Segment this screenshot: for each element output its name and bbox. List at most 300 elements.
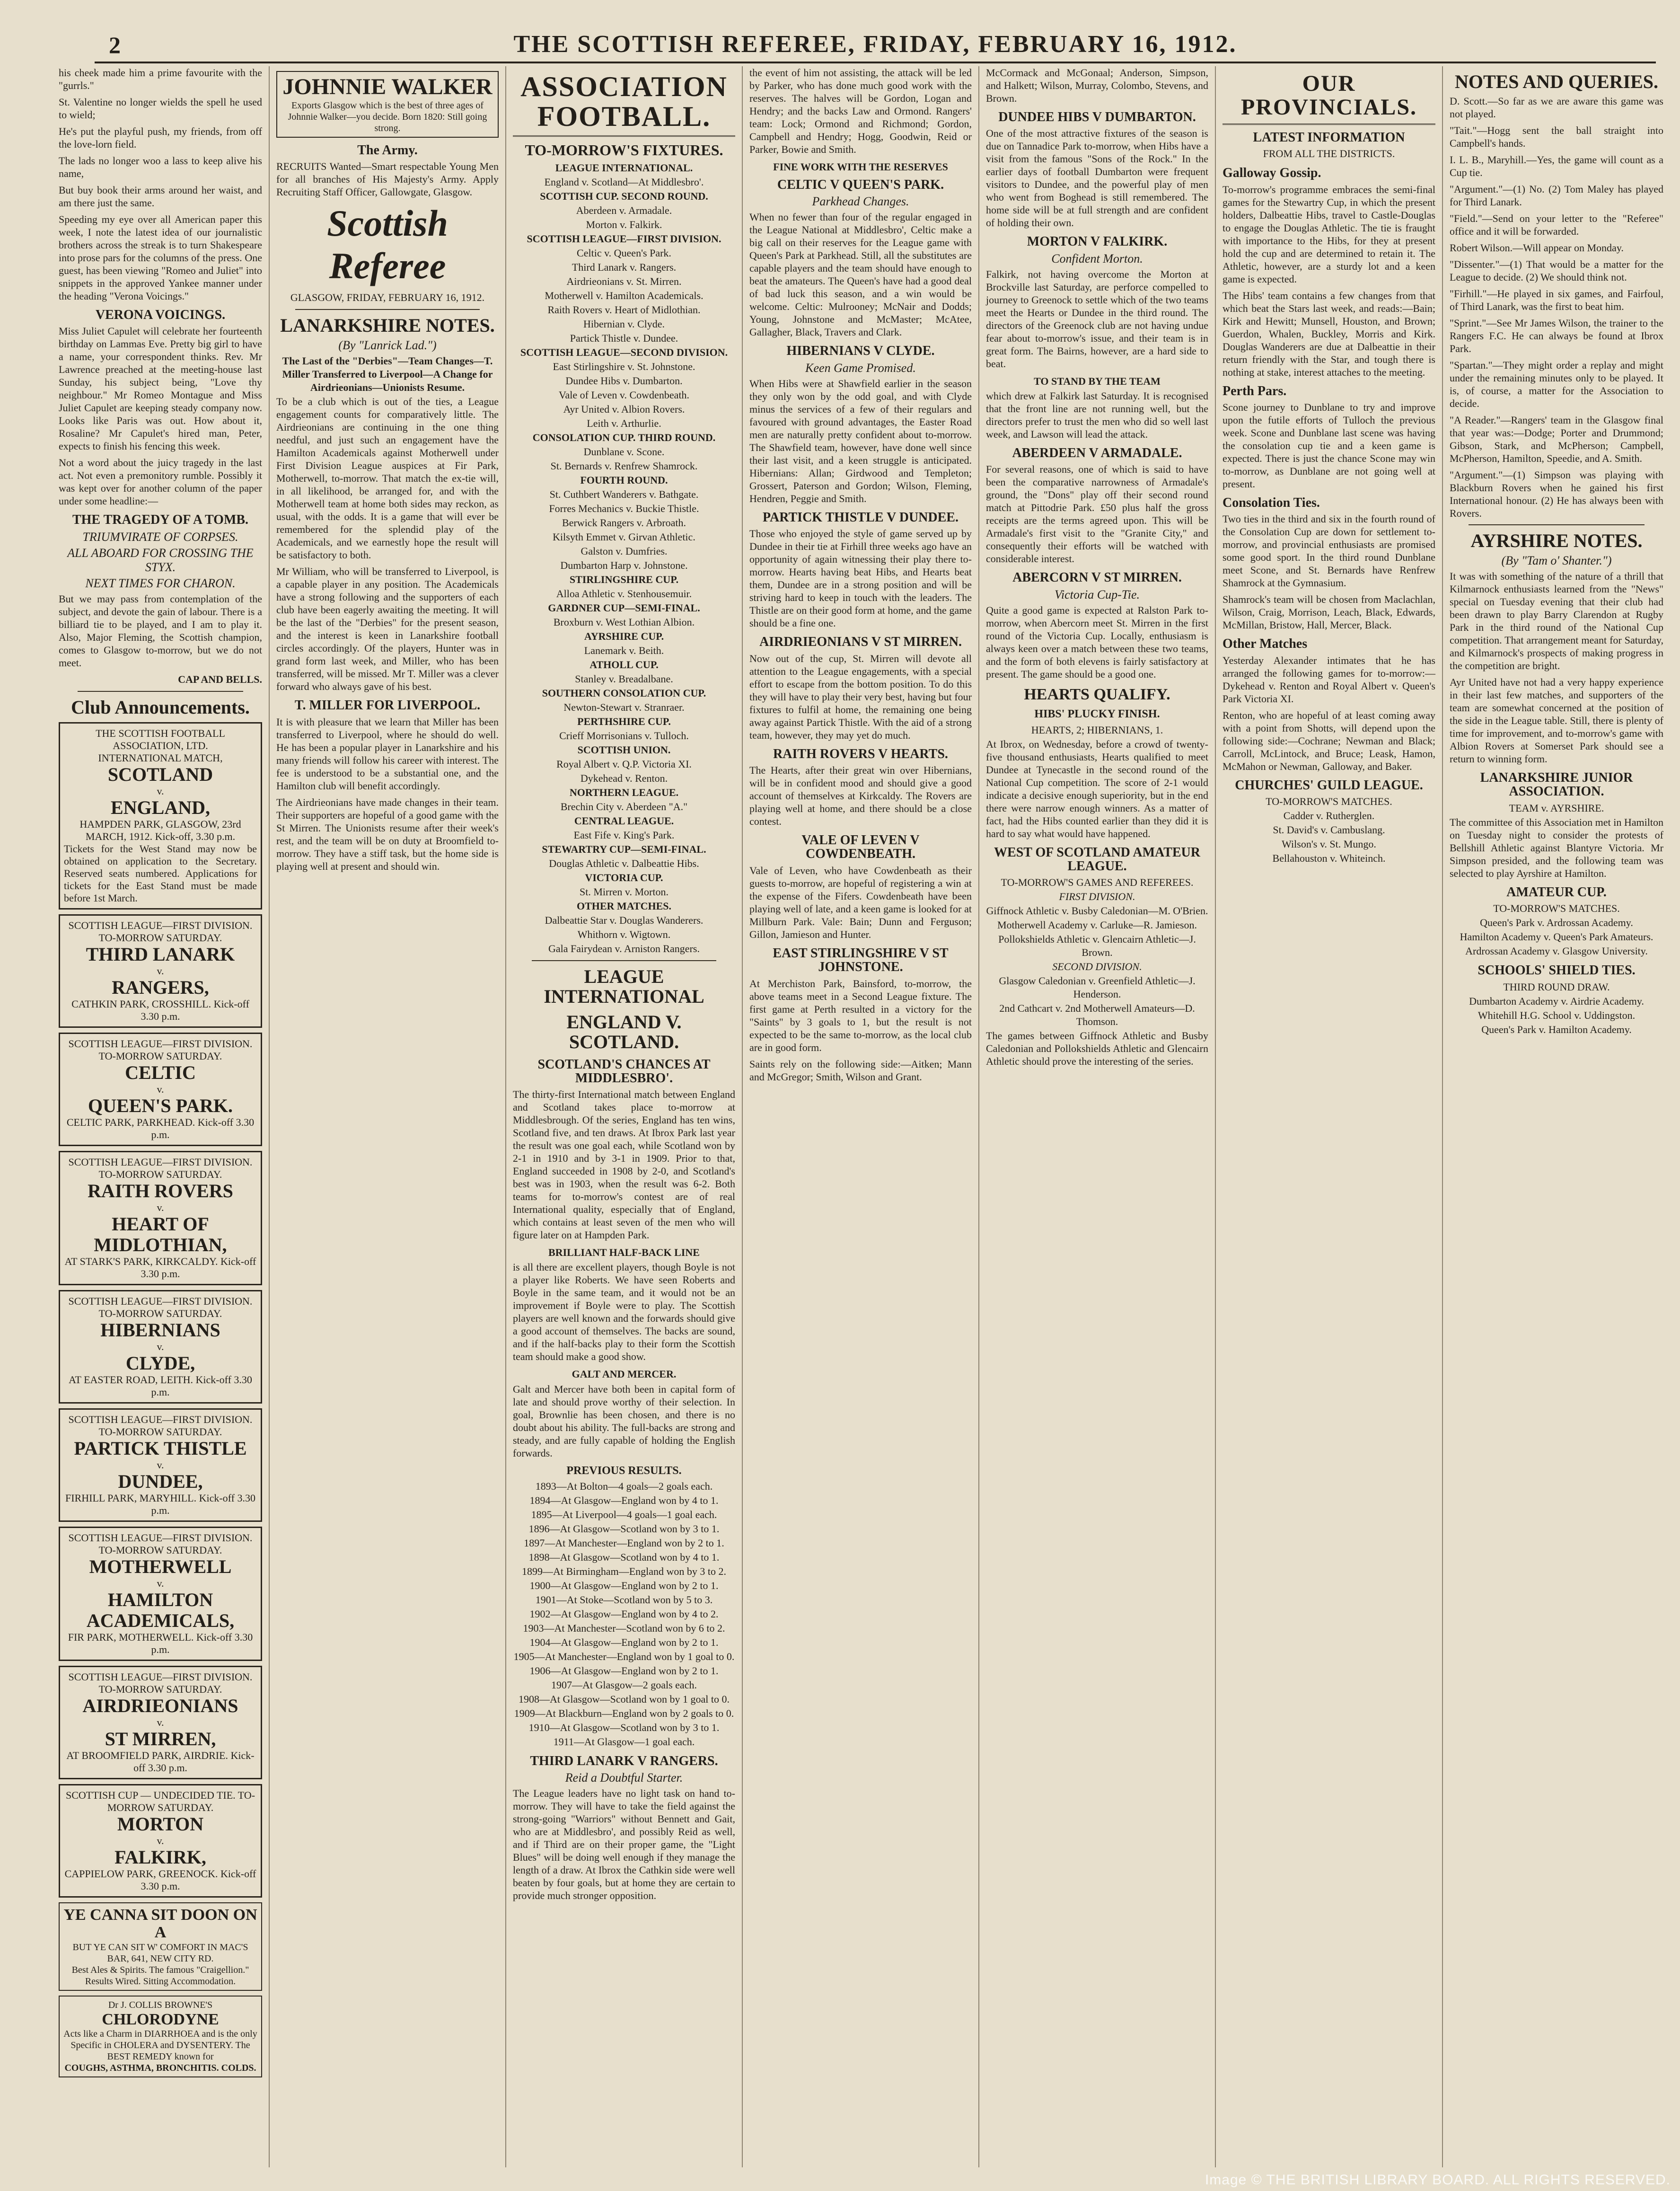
announcement-league: SCOTTISH CUP — UNDECIDED TIE. TO-MORROW SATURDAY.	[65, 1789, 255, 1813]
note-reply: I. L. B., Maryhill.—Yes, the game will count as a Cup tie.	[1450, 154, 1663, 178]
hearts-score: HEARTS, 2; HIBERNIANS, 1.	[1031, 724, 1163, 736]
shields-list	[1450, 995, 1663, 1036]
partick-heading: PARTICK THISTLE V DUNDEE.	[763, 510, 959, 525]
east-stirling-text: At Merchiston Park, Bainsford, to-morrow, the above teams meet in a Second League fixture. The first game at Perth resulted in a victory for the "Saints" by 3 goals to 1, but the result is not expected to be the same to-morrow, as the local club are in good form.	[749, 977, 972, 1053]
fixture-item: Berwick Rangers v. Arbroath.	[562, 516, 686, 529]
partick-text: Those who enjoyed the style of game served up by Dundee in their tie at Firhill three weeks ago have an opportunity of again witnessing their play there to-morrow. Hearts having beat Hibs, and Hearts beat them, Dundee are in a strong position and will be striving hard to keep in touch with the leaders. The Thistle are on their good form at home, and the game should be a fine one.	[749, 528, 972, 629]
result-row: 1897—At Manchester—England won by 2 to 1.	[524, 1537, 724, 1549]
intl-venue: HAMPDEN PARK, GLASGOW, 23rd MARCH, 1912. Kick-off, 3.30 p.m.	[79, 818, 241, 842]
result-row: 1909—At Blackburn—England won by 2 goals to 0.	[514, 1707, 734, 1719]
divider	[295, 309, 480, 310]
note-text: Not a word about the juicy tragedy in the last act. Not even a premonitory rumble. Possibly it was kept over for another column of the paper under some headline:—	[59, 457, 262, 507]
results-heading: PREVIOUS RESULTS.	[566, 1464, 682, 1477]
fixture-group	[513, 346, 735, 430]
lanarkshire-text2: Mr William, who will be transferred to Liverpool, is a capable player in any position. The Academicals have a strong following and the supporters of each club have been eagerly awaiting the meeting. It will be the last of the "Derbies" for the present season, and the interest is keen in Lanarkshire football circles accordingly. Of the players, Hunter was in grand form last week, and Miller, who has been transferred, will be missed. Mr T. Miller was a clever forward who always gave of his best.	[276, 565, 499, 693]
result-row: 1911—At Glasgow—1 goal each.	[553, 1735, 695, 1748]
intl-text: Tickets for the West Stand may now be obtained on application to the Secretary. Reserved seats numbered. Applications for tickets for the East Stand must be made before 1st March.	[64, 842, 257, 904]
club-announcement	[59, 1033, 262, 1146]
schools-shield-heading: SCHOOLS' SHIELD TIES.	[1478, 963, 1636, 978]
amateur-cup-sub: TO-MORROW'S MATCHES.	[1493, 902, 1620, 915]
fixture-item: Brechin City v. Aberdeen "A."	[560, 800, 688, 813]
fixture-group	[513, 843, 735, 870]
churches-sub: TO-MORROW'S MATCHES.	[1266, 795, 1392, 808]
poem-lines	[59, 66, 262, 302]
fixture-group	[513, 431, 735, 473]
result-row: 1910—At Glasgow—Scotland won by 3 to 1.	[528, 1721, 720, 1733]
consolation-text2: Shamrock's team will be chosen from Maclachlan, Wilson, Craig, Morrison, Leach, Black, Edwards, McMillan, Bristow, Hall, Mercer, Black.	[1223, 593, 1435, 631]
page-number: 2	[109, 32, 121, 58]
scottish-referee-logo: Scottish Referee	[327, 203, 448, 287]
third-lanark-text: The League leaders have no light task on hand to-morrow. They will have to take the field against the strong-going "Warriors" without Bennett and Gait, who are at Middlesbro', and possibly Reid as well, and if Third are on their proper game, the "Light Blues" will be doing well enough if they manage the length of a draw. At Ibrox the Cathkin side were well beaten by four goals, but at home they are certain to provide much stronger opposition.	[513, 1787, 735, 1902]
fixture-group	[513, 474, 735, 572]
column-3	[506, 66, 743, 2167]
fixture-item: Kilsyth Emmet v. Girvan Athletic.	[553, 530, 695, 543]
west-game: Pollokshields Athletic v. Glencairn Athletic—J. Brown.	[998, 933, 1196, 959]
fixture-group-title: AYRSHIRE CUP.	[584, 630, 664, 642]
church-match: Cadder v. Rutherglen.	[1283, 810, 1375, 822]
announcement-detail: CELTIC PARK, PARKHEAD. Kick-off 3.30 p.m.	[66, 1116, 255, 1140]
poem-line: He's put the playful push, my friends, from off the love-lorn field.	[59, 125, 262, 150]
fixture-item: Dundee Hibs v. Dumbarton.	[565, 374, 683, 387]
result-row: 1896—At Glasgow—Scotland won by 3 to 1.	[528, 1522, 720, 1535]
walker-text: Exports Glasgow which is the best of three ages of Johnnie Walker—you decide. Born 1820: Still going strong.	[288, 100, 487, 133]
columns	[52, 66, 1670, 2167]
fixture-group-title: VICTORIA CUP.	[585, 871, 663, 883]
result-row: 1901—At Stoke—Scotland won by 5 to 3.	[535, 1593, 713, 1606]
saints-text: Saints rely on the following side:—Aitken; Mann and McGregor; Smith, Wilson and Grant.	[749, 1058, 972, 1083]
third-lanark-sub: Reid a Doubtful Starter.	[565, 1771, 683, 1785]
note-reply: "Field."—Send on your letter to the "Referee" office and it will be forwarded.	[1450, 212, 1663, 237]
morton-sub: Confident Morton.	[1051, 251, 1143, 265]
galloway-text: To-morrow's programme embraces the semi-final games for the Stewartry Cup, in which the present holders, Dalbeattie Hibs, travel to Castle-Douglas to engage the Douglas Athletic. The tie is fraught with importance to the Hibs, for they at present hold the cup and are determined to retain it. The Athletic, however, are a sturdy lot and a keen game is expected.	[1223, 183, 1435, 285]
tragedy-sub: TRIUMVIRATE OF CORPSES.	[82, 530, 238, 544]
fixture-item: Aberdeen v. Armadale.	[576, 204, 672, 216]
announcement-v: v.	[157, 964, 164, 977]
galloway-heading: Galloway Gossip.	[1223, 166, 1321, 181]
notes-list	[1450, 95, 1663, 520]
tragedy-heading: THE TRAGEDY OF A TOMB.	[72, 512, 249, 528]
mac-mid: BUT YE CAN SIT W' COMFORT IN MAC'S BAR, 641, NEW CITY RD.	[72, 1942, 248, 1964]
lanarkshire-byline: (By "Lanrick Lad.")	[338, 338, 437, 353]
abercorn-text: Quite a good game is expected at Ralston Park to-morrow, when Abercorn meet St. Mirren in the first round of the Victoria Cup. Locally, enthusiasm is always keen over a match between these two teams, and the form of both elevens is fairly satisfactory at present. The game should be a good one.	[986, 604, 1208, 680]
junior-heading: LANARKSHIRE JUNIOR ASSOCIATION.	[1480, 770, 1633, 799]
poem-line: his cheek made him a prime favourite with the "gurrls."	[59, 67, 262, 91]
fixture-group-title: GARDNER CUP—SEMI-FINAL.	[548, 601, 700, 614]
junior-text: The committee of this Association met in Hamilton on Tuesday night to consider the protests of Bellshill Athletic against Blantyre Victoria. Mr Simpson presided, and the following team was selected to play Ayrshire at Hamilton.	[1450, 816, 1663, 879]
chances-heading: SCOTLAND'S CHANCES AT MIDDLESBRO'.	[537, 1057, 711, 1086]
announcement-away: ST MIRREN,	[105, 1728, 216, 1749]
divider	[532, 960, 716, 961]
churches-heading: CHURCHES' GUILD LEAGUE.	[1235, 777, 1423, 793]
assoc-name: THE SCOTTISH FOOTBALL ASSOCIATION, LTD.	[96, 727, 225, 751]
result-row: 1902—At Glasgow—England won by 4 to 2.	[529, 1608, 719, 1620]
hearts-text: At Ibrox, on Wednesday, before a crowd of twenty-five thousand enthusiasts, Hearts qualified to meet Dundee at Tynecastle in the second round of the National Cup competition. The score of 2-1 would indicate a decisive enough superiority, but in the end there were narrow enough winners. As a matter of fact, had the Hibs counted earlier than they did it is hard to say what would have happened.	[986, 738, 1208, 839]
note-reply: "A Reader."—Rangers' team in the Glasgow final that year was:—Dodge; Porter and Drummond; Gibson, Stark, and McPherson; Campbell, McPherson, Hamilton, Speedie, and A. Smith.	[1450, 414, 1663, 464]
divider	[1469, 524, 1645, 525]
west-games-1	[986, 904, 1208, 959]
west-games-2	[986, 974, 1208, 1028]
work-heading: FINE WORK WITH THE RESERVES	[773, 161, 948, 173]
west-game: Giffnock Athletic v. Busby Caledonian—M. O'Brien.	[986, 905, 1208, 917]
fixture-group	[513, 190, 735, 231]
mac-bar-ad	[59, 1902, 262, 1991]
announcement-league: SCOTTISH LEAGUE—FIRST DIVISION. TO-MORROW SATURDAY.	[68, 1156, 253, 1180]
miller-heading: T. MILLER FOR LIVERPOOL.	[294, 698, 481, 713]
fixture-item: Leith v. Arthurlie.	[587, 417, 661, 429]
announcement-home: CELTIC	[125, 1061, 196, 1083]
fixture-group	[513, 871, 735, 899]
notes-queries-heading: NOTES AND QUERIES.	[1454, 71, 1659, 92]
league-intl-heading: LEAGUE INTERNATIONAL	[544, 965, 704, 1007]
airdrie-heading: AIRDRIEONIANS V ST MIRREN.	[759, 635, 962, 650]
ayrshire-byline: (By "Tam o' Shanter.")	[1501, 554, 1612, 567]
column-2	[270, 66, 506, 2167]
fixture-item: Dalbeattie Star v. Douglas Wanderers.	[545, 914, 704, 926]
fixture-group-title: STIRLINGSHIRE CUP.	[569, 573, 679, 585]
west-amateur-heading: WEST OF SCOTLAND AMATEUR LEAGUE.	[994, 845, 1200, 874]
club-announcement	[59, 1408, 262, 1522]
brilliant-heading: BRILLIANT HALF-BACK LINE	[548, 1246, 700, 1259]
west-div2: SECOND DIVISION.	[1052, 961, 1142, 973]
stand-heading: TO STAND BY THE TEAM	[1034, 375, 1161, 387]
announcement-v: v.	[157, 1458, 164, 1471]
note-reply: Robert Wilson.—Will appear on Monday.	[1450, 242, 1624, 254]
shield-tie: Dumbarton Academy v. Airdrie Academy.	[1469, 995, 1644, 1007]
note-reply: "Dissenter."—(1) That would be a matter for the League to decide. (2) We should think not.	[1450, 258, 1663, 283]
fixture-item: Forres Mechanics v. Buckie Thistle.	[549, 502, 699, 514]
fixture-item: Dykehead v. Renton.	[580, 772, 668, 784]
west-game: Glasgow Caledonian v. Greenfield Athletic—J. Henderson.	[999, 975, 1196, 1000]
masthead	[95, 28, 1656, 63]
hearts-sub: HIBS' PLUCKY FINISH.	[1034, 708, 1160, 721]
note-reply: "Argument."—(1) Simpson was playing with Blackburn Rovers when he gained his first International honour. (2) He has always been with Rovers.	[1450, 469, 1663, 519]
latest-heading: LATEST INFORMATION	[1253, 130, 1405, 145]
announcement-home: RAITH ROVERS	[88, 1180, 233, 1202]
fixture-item: Stanley v. Breadalbane.	[575, 672, 673, 685]
result-row: 1904—At Glasgow—England won by 2 to 1.	[529, 1636, 719, 1648]
galt-text: Galt and Mercer have both been in capital form of late and should prove worthy of their selection. In goal, Brownlie has been chosen, and there is no doubt about his ability. The full-backs are strong and steady, and are fully capable of holding the English forwards.	[513, 1383, 735, 1459]
fixture-item: Royal Albert v. Q.P. Victoria XI.	[556, 758, 692, 770]
fixture-item: Ayr United v. Albion Rovers.	[563, 403, 685, 415]
tragedy-sub3: NEXT TIMES FOR CHARON.	[85, 576, 236, 590]
raith-heading: RAITH ROVERS V HEARTS.	[773, 746, 948, 761]
club-announcements-heading: Club Announcements.	[71, 696, 250, 718]
fixture-group	[513, 687, 735, 714]
fixture-item: Galston v. Dumfries.	[581, 545, 668, 557]
club-announcement	[59, 1666, 262, 1779]
chances-text: The thirty-first International match between England and Scotland takes place to-morrow at Middlesbrough. Of the series, England has ten wins, Scotland five, and ten draws. At Ibrox Park last year the result was one goal each, while Scotland won by 2-1 in 1910 and by 3-1 in 1909. Prior to that, England succeeded in 1908 by 2-0, and Scotland's best was in 1903, when the result was 6-2. Both teams for to-morrow's contest are of real International quality, especially that of England, which contains at least seven of the men who will figure later on at Hampden Park.	[513, 1088, 735, 1241]
dateline: GLASGOW, FRIDAY, FEBRUARY 16, 1912.	[290, 292, 485, 304]
fixture-group-title: STEWARTRY CUP—SEMI-FINAL.	[542, 843, 706, 855]
ayrshire-text2: Ayr United have not had a very happy experience in their last few matches, and supporters of the team are somewhat concerned at the position of the side in the League table. Still, there is plenty of time for improvement, and to-morrow's game with Albion Rovers at Somerset Park should see a return to winning form.	[1450, 676, 1663, 765]
column-1	[52, 66, 270, 2167]
closing-text: But we may pass from contemplation of the subject, and devote the gain of labour. There is a billiard tie to be played, and I am to play it. Also, Major Fleming, the Scottish champion, comes to Glasgow to-morrow, but we do not meet.	[59, 592, 262, 669]
note-reply: "Firhill."—He played in six games, and Fairfoul, of Third Lanark, was the first to beat him.	[1450, 288, 1663, 312]
result-row: 1894—At Glasgow—England won by 4 to 1.	[529, 1494, 719, 1506]
fixture-item: Third Lanark v. Rangers.	[572, 261, 677, 273]
schools-shield-sub: THIRD ROUND DRAW.	[1503, 981, 1610, 993]
fixture-item: Motherwell v. Hamilton Academicals.	[545, 289, 704, 301]
fixture-item: Vale of Leven v. Cowdenbeath.	[559, 389, 689, 401]
mac-bottom: Best Ales & Spirits. The famous "Craigellion." Results Wired. Sitting Accommodation.	[71, 1964, 249, 1987]
hibs-heading: HIBERNIANS V CLYDE.	[786, 344, 935, 359]
perth-text: Scone journey to Dunblane to try and improve upon the futile efforts of Tulloch the previous week. Scone and Dunblane last scene was having the consolation cup tie and a keen game is expected. There is just the chance Scone may win to-morrow, as Dunblane are not going well at present.	[1223, 401, 1435, 490]
club-announcement	[59, 1784, 262, 1898]
intro-text: the event of him not assisting, the attack will be led by Parker, who has done much good work with the reserves. The halves will be Gordon, Logan and Hendry; and the backs Law and Ormond. Rangers' team: Lock; Ormond and Richmond; Gordon, Campbell and Hendry; Hogg, Goodwin, Reid or Parker, Bowie and Smith.	[749, 67, 972, 155]
raith-text: The Hearts, after their great win over Hibernians, will be in confident mood and should give a good account of themselves at Kirkcaldy. The Rovers are playing well at home, and there should be a close contest.	[749, 764, 972, 828]
chlorodyne-ad	[59, 1996, 262, 2077]
fixture-item: Hibernian v. Clyde.	[583, 318, 665, 330]
result-row: 1893—At Bolton—4 goals—2 goals each.	[535, 1480, 713, 1492]
poem-line: Speeding my eye over all American paper this week, I note the latest idea of our journalistic brothers across the streak is to turn Shakespeare into prose pars for the columns of the press. One guest, has been viewing "Romeo and Juliet" into snippets in the approved Yankee manner under the heading "Verona Voicings."	[59, 213, 262, 302]
fixture-item: Newton-Stewart v. Stranraer.	[563, 701, 685, 713]
announcement-v: v.	[157, 1834, 164, 1846]
announcement-detail: CAPPIELOW PARK, GREENOCK. Kick-off 3.30 p.m.	[64, 1867, 256, 1892]
club-announcement	[59, 1527, 262, 1661]
fixtures-heading: TO-MORROW'S FIXTURES.	[525, 141, 723, 159]
vale-text: Vale of Leven, who have Cowdenbeath as their guests to-morrow, are hopeful of registering a win at the expense of the Fifers. Cowdenbeath have been playing well of late, and a keen game is looked for at Millburn Park. Vale: Bain; Dunn and Ferguson; Gillon, Jamieson and Hunter.	[749, 864, 972, 940]
third-lanark-heading: THIRD LANARK V RANGERS.	[530, 1753, 718, 1768]
result-row: 1905—At Manchester—England won by 1 goal to 0.	[513, 1650, 735, 1662]
fixture-group	[513, 232, 735, 345]
club-announcement	[59, 914, 262, 1028]
fixture-group-title: OTHER MATCHES.	[576, 900, 672, 912]
fixture-item: Lanemark v. Beith.	[584, 644, 664, 656]
newspaper-title: THE SCOTTISH REFEREE, FRIDAY, FEBRUARY 16, 1912.	[513, 31, 1237, 58]
fixture-group	[513, 900, 735, 955]
intl-announcement	[59, 722, 262, 910]
fixture-item: Raith Rovers v. Heart of Midlothian.	[547, 303, 701, 316]
tragedy-sub2: ALL ABOARD FOR CROSSING THE STYX.	[67, 546, 254, 574]
intl-v: v.	[157, 785, 164, 797]
celtic-heading: CELTIC V QUEEN'S PARK.	[777, 177, 944, 193]
announcement-detail: FIRHILL PARK, MARYHILL. Kick-off 3.30 p.m.	[65, 1492, 255, 1516]
note-reply: "Spartan."—They might order a replay and might under the remaining minutes only to be played. It is, of course, a matter for the Association to decide.	[1450, 359, 1663, 409]
fixture-group-title: SCOTTISH LEAGUE—SECOND DIVISION.	[520, 346, 728, 358]
result-row: 1908—At Glasgow—Scotland won by 1 goal to 0.	[518, 1693, 730, 1705]
announcement-home: HIBERNIANS	[100, 1319, 220, 1341]
fixture-group-title: SCOTTISH LEAGUE—FIRST DIVISION.	[527, 232, 721, 245]
amateur-cup-heading: AMATEUR CUP.	[1506, 884, 1607, 900]
fixture-item: Crieff Morrisonians v. Tulloch.	[559, 729, 689, 742]
result-row: 1903—At Manchester—Scotland won by 6 to 2.	[523, 1622, 725, 1634]
abercorn-sub: Victoria Cup-Tie.	[1054, 587, 1140, 601]
fixture-item: Gala Fairydean v. Arniston Rangers.	[548, 942, 700, 954]
fixture-group-title: PERTHSHIRE CUP.	[577, 715, 671, 727]
fixture-group-title: CONSOLATION CUP. THIRD ROUND.	[532, 431, 716, 443]
other-text2: Renton, who are hopeful of at least coming away with a point from Shotts, will depend upon the following side:—Cochrane; Newman and Black; Carroll, McLintock, and Bruce; Leask, Hamon, McMahon or Newman, Galloway, and Baker.	[1223, 709, 1435, 772]
fixture-group-title: LEAGUE INTERNATIONAL.	[555, 161, 693, 174]
fixture-group-title: SCOTTISH UNION.	[577, 743, 671, 756]
column-7	[1443, 66, 1670, 2167]
announcement-home: AIRDRIEONIANS	[82, 1695, 238, 1716]
watermark: Image © THE BRITISH LIBRARY BOARD. ALL RIGHTS RESERVED.	[1205, 2172, 1671, 2188]
announcement-away: DUNDEE,	[118, 1470, 203, 1492]
fixture-group-title: NORTHERN LEAGUE.	[569, 786, 679, 798]
fixture-item: East Fife v. King's Park.	[573, 829, 675, 841]
other-text: Yesterday Alexander intimates that he has arranged the following games for to-morrow:—Dykehead v. Renton and Royal Albert v. Queen's Park Victoria XI.	[1223, 654, 1435, 705]
ayrshire-heading: AYRSHIRE NOTES.	[1470, 530, 1643, 551]
fixture-item: Morton v. Falkirk.	[586, 218, 662, 230]
fixture-item: Partick Thistle v. Dundee.	[570, 332, 678, 344]
announcements	[59, 914, 262, 1898]
eng-scot-heading: ENGLAND V. SCOTLAND.	[566, 1011, 682, 1052]
announcement-away: RANGERS,	[112, 976, 209, 998]
fixture-item: Celtic v. Queen's Park.	[577, 247, 671, 259]
west-sub: TO-MORROW'S GAMES AND REFEREES.	[1001, 876, 1194, 889]
vale-heading: VALE OF LEVEN V COWDENBEATH.	[801, 833, 920, 862]
provincials-heading: OUR PROVINCIALS.	[1223, 72, 1435, 125]
result-row: 1900—At Glasgow—England won by 2 to 1.	[529, 1579, 719, 1591]
announcement-detail: AT STARK'S PARK, KIRKCALDY. Kick-off 3.30 p.m.	[64, 1255, 256, 1280]
club-announcement	[59, 1290, 262, 1404]
ayrshire-text: It was with something of the nature of a thrill that Kilmarnock enthusiasts learned from the "News" special on Tuesday evening that their club had been drawn to play Barry Clarendon at Rugby Park in the third round of the National Cup competition. That arrangement meant for Saturday, and Kilmarnock's prospects of making progress in the competition are bright.	[1450, 570, 1663, 671]
celtic-text: When no fewer than four of the regular engaged in the League National at Middlesbro', Celtic make a big call on their reserves for the League game with Queen's Park at Parkhead. Still, all the substitutes are capable players and the team should have enough to beat the amateurs. The Queen's have had a good deal of bad luck this season, and a win would be welcome. Celtic: Mulrooney; McNair and Dodds; Young, Johnstone and McMaster; McAtee, Gallagher, Black, Travers and Clark.	[749, 211, 972, 338]
dundee-hibs-heading: DUNDEE HIBS V DUMBARTON.	[998, 110, 1196, 124]
church-match: Wilson's v. St. Mungo.	[1282, 838, 1376, 850]
announcement-home: MOTHERWELL	[89, 1555, 232, 1577]
collis-bottom: COUGHS, ASTHMA, BRONCHITIS. COLDS.	[64, 2062, 256, 2073]
collis-text: Acts like a Charm in DIARRHOEA and is the only Specific in CHOLERA and DYSENTERY. The BEST REMEDY known for	[63, 2028, 257, 2062]
fixture-item: Douglas Athletic v. Dalbeattie Hibs.	[549, 857, 699, 869]
fixture-group-title: SOUTHERN CONSOLATION CUP.	[542, 687, 706, 699]
intl-england: ENGLAND,	[110, 796, 211, 818]
fixture-item: Broxburn v. West Lothian Albion.	[553, 616, 695, 628]
fixture-group-title: CENTRAL LEAGUE.	[574, 814, 674, 827]
churches-list	[1223, 809, 1435, 865]
fixture-group	[513, 601, 735, 629]
shield-tie: Whitehill H.G. School v. Uddingston.	[1478, 1009, 1636, 1021]
announcement-league: SCOTTISH LEAGUE—FIRST DIVISION. TO-MORROW SATURDAY.	[68, 1037, 253, 1062]
lanarkshire-subhead: The Last of the "Derbies"—Team Changes—T. Miller Transferred to Liverpool—A Change for Airdrieonians—Unionists Resume.	[282, 355, 493, 394]
army-text: RECRUITS Wanted—Smart respectable Young Men for all branches of His Majesty's Army. Apply Recruiting Staff Officer, Gallowgate, Glasgow.	[276, 160, 499, 198]
abercorn-heading: ABERCORN V ST MIRREN.	[1012, 570, 1182, 585]
fixture-group	[513, 743, 735, 785]
announcement-detail: AT EASTER ROAD, LEITH. Kick-off 3.30 p.m.	[69, 1373, 252, 1398]
amateur-list	[1450, 916, 1663, 958]
fixture-group-title: FOURTH ROUND.	[580, 474, 668, 486]
dundee-hibs-text: One of the most attractive fixtures of the season is due on Tannadice Park to-morrow, when Hibs have a visit from the famous "Sons of the Rock." In the earlier days of football Dumbarton were frequent visitors to Dundee, and the powerful play of men who went from Boghead is still remembered. The home side will be at full strength and are confident of holding their own.	[986, 127, 1208, 229]
announcement-away: QUEEN'S PARK.	[88, 1095, 233, 1116]
announcement-v: v.	[157, 1340, 164, 1352]
aberdeen-text: For several reasons, one of which is said to have been the comparative narrowness of Armadale's ground, the "Dons" play off their second round match at Pittodrie Park. £50 plus half the gross receipts are the terms agreed upon. This will be Armadale's first visit to the "Granite City," and consequently their efforts will be watched with considerable interest.	[986, 463, 1208, 565]
intl-head: INTERNATIONAL MATCH,	[98, 751, 223, 764]
verona-text: Miss Juliet Capulet will celebrate her fourteenth birthday on Lammas Eve. Pretty big girl to have a name, your correspondent thinks. Rev. Mr Lawrence preached at the meeting-house last Sunday, his subject being, "Love thy neighbour." Mr Romeo Montague and Miss Juliet Capulet are keeping steady company now. Looks like Paris was out. How about it, Rosaline? Mr Capulet's hired man, Peter, expects to finish his fencing this week.	[59, 325, 262, 452]
latest-sub: FROM ALL THE DISTRICTS.	[1263, 148, 1395, 160]
result-row: 1895—At Liverpool—4 goals—1 goal each.	[531, 1508, 717, 1520]
lanarkshire-heading: LANARKSHIRE NOTES.	[280, 315, 495, 336]
amateur-match: Hamilton Academy v. Queen's Park Amateurs.	[1460, 931, 1654, 943]
church-match: St. David's v. Cambuslang.	[1273, 824, 1385, 836]
announcement-v: v.	[157, 1716, 164, 1728]
note-reply: D. Scott.—So far as we are aware this game was not played.	[1450, 95, 1663, 120]
poem-line: The lads no longer woo a lass to keep alive his name,	[59, 155, 262, 179]
fixture-group-title: SCOTTISH CUP. SECOND ROUND.	[540, 190, 708, 202]
result-row: 1906—At Glasgow—England won by 2 to 1.	[529, 1664, 719, 1677]
fixture-item: Alloa Athletic v. Stenhousemuir.	[556, 587, 692, 600]
fixture-item: Dunblane v. Scone.	[583, 445, 665, 458]
announcement-v: v.	[157, 1577, 164, 1589]
announcement-v: v.	[157, 1201, 164, 1213]
west-note: The games between Giffnock Athletic and Busby Caledonian and Pollokshields Athletic and Glencairn Athletic should prove the interesting of the series.	[986, 1030, 1208, 1068]
announcement-away: HEART OF MIDLOTHIAN,	[94, 1213, 227, 1255]
intl-scotland: SCOTLAND	[107, 763, 213, 785]
result-row: 1907—At Glasgow—2 goals each.	[551, 1679, 697, 1691]
miller-text: It is with pleasure that we learn that Miller has been transferred to Liverpool, where he should do well. He has been a popular player in Lanarkshire and his many friends will follow his career with interest. The fee is understood to be a substantial one, and the Hamilton club will benefit accordingly.	[276, 716, 499, 792]
fixture-item: Airdrieonians v. St. Mirren.	[566, 275, 682, 287]
brilliant-text: is all there are excellent players, though Boyle is not a player like Roberts. We have seen Roberts and Boyle in the same team, and it would not be an improvement if Boyle were to play. The Scottish players are well known and the forwards should give a good account of themselves. The backs are sound, and if the half-backs play to their form the Scottish team should make a good show.	[513, 1261, 735, 1363]
note-reply: "Argument."—(1) No. (2) Tom Maley has played for Third Lanark.	[1450, 183, 1663, 208]
divider	[78, 691, 243, 692]
announcement-league: SCOTTISH LEAGUE—FIRST DIVISION. TO-MORROW SATURDAY.	[68, 1413, 253, 1438]
fixture-group-title: ATHOLL CUP.	[589, 658, 659, 671]
association-football-heading: ASSOCIATION FOOTBALL.	[513, 72, 735, 137]
west-div1: FIRST DIVISION.	[1059, 891, 1135, 903]
column-6	[1216, 66, 1443, 2167]
church-match: Bellahouston v. Whiteinch.	[1272, 852, 1386, 865]
fixture-group	[513, 658, 735, 686]
poem-line: St. Valentine no longer wields the spell he used to wield;	[59, 96, 262, 121]
fixture-group	[513, 573, 735, 601]
consolation-text: Two ties in the third and six in the fourth round of the Consolation Cup are down for settlement to-morrow, and provincial enthusiasts are promised some good sport. In the third round Dunblane meet Scone, and St. Bernards have Renfrew Shamrock at the Gymnasium.	[1223, 513, 1435, 589]
announcement-detail: AT BROOMFIELD PARK, AIRDRIE. Kick-off 3.30 p.m.	[66, 1749, 255, 1774]
fixture-group	[513, 630, 735, 657]
poem-line: But buy book their arms around her waist, and am there just the same.	[59, 184, 262, 209]
announcement-home: THIRD LANARK	[86, 943, 235, 965]
results-list	[513, 1480, 735, 1749]
hibs-sub: Keen Game Promised.	[805, 361, 916, 375]
galloway-text2: The Hibs' team contains a few changes from that which beat the Stars last week, and reads:—Bain; Kirk and Hewitt; Munsell, Houston, and Brown; Guerdon, Whalen, Buckley, Morris and Kirk. Douglas Wanderers are due at Dalbeattie in their return friendly with the Star, and tough there is nothing at stake, interest attaches to the meeting.	[1223, 289, 1435, 378]
announcement-away: HAMILTON ACADEMICALS,	[86, 1589, 235, 1631]
signature: CAP AND BELLS.	[178, 673, 262, 685]
fixture-groups	[513, 161, 735, 955]
announcement-home: MORTON	[117, 1813, 204, 1835]
announcement-v: v.	[157, 1083, 164, 1095]
fixture-group	[513, 786, 735, 813]
morton-text: Falkirk, not having overcome the Morton at Brockville last Saturday, are perforce compelled to journey to Greenock to settle which of the two teams meet the Hearts or Dundee in the third round. The directors of the Greenock club are not having undue fear about to-morrow's issue, and their team is in great form. The Bairns, however, are a hard side to beat.	[986, 268, 1208, 370]
fixture-item: St. Bernards v. Renfrew Shamrock.	[550, 459, 698, 472]
airdrie-text: Now out of the cup, St. Mirren will devote all attention to the League engagements, with a special effort to escape from the bottom position. To do this they will have to play their very best, having but four fixtures to fulfil at home, the remaining one being away against Partick Thistle. With the aid of a strong team, however, they may yet do much.	[749, 652, 972, 741]
aberdeen-heading: ABERDEEN V ARMADALE.	[1012, 445, 1182, 460]
announcement-league: SCOTTISH LEAGUE—FIRST DIVISION. TO-MORROW SATURDAY.	[68, 1670, 253, 1695]
announcement-detail: CATHKIN PARK, CROSSHILL. Kick-off 3.30 p.m.	[71, 998, 249, 1022]
hearts-heading: HEARTS QUALIFY.	[1024, 685, 1170, 703]
galt-heading: GALT AND MERCER.	[572, 1368, 677, 1380]
lead-text: McCormack and McGonaal; Anderson, Simpson, and Halkett; Wilson, Murray, Colombo, Stevens, and Brown.	[986, 67, 1208, 104]
amateur-match: Queen's Park v. Ardrossan Academy.	[1480, 917, 1633, 929]
other-heading: Other Matches	[1223, 636, 1308, 652]
morton-heading: MORTON V FALKIRK.	[1027, 234, 1168, 249]
army-heading: The Army.	[357, 142, 418, 158]
fixture-group	[513, 715, 735, 742]
perth-heading: Perth Pars.	[1223, 383, 1287, 398]
miller-text2: The Airdrieonians have made changes in their team. Their supporters are hopeful of a good game with the St Mirren. The Unionists resume after their week's rest, and the team will be on duty at Broomfield to-morrow. They have a stiff task, but the home side is playing well at present and should win.	[276, 796, 499, 872]
west-game: Motherwell Academy v. Carluke—R. Jamieson.	[997, 919, 1197, 931]
announcement-league: SCOTTISH LEAGUE—FIRST DIVISION. TO-MORROW SATURDAY.	[68, 1531, 253, 1556]
west-game: 2nd Cathcart v. 2nd Motherwell Amateurs—D. Thomson.	[999, 1002, 1195, 1028]
fixture-group	[513, 814, 735, 842]
announcement-away: FALKIRK,	[114, 1846, 206, 1868]
lanarkshire-text: To be a club which is out of the ties, a League engagement counts for comparatively little. The Airdrieonians are continuing in the one thing needful, and just such an engagement have the Hamilton Academicals against Motherwell under First Division League auspices at Fir Park, Motherwell, to-morrow. That match the ex-tie will, in all likelihood, be arranged for, and with the Motherwell team at home both sides may reckon, as usual, with the odds. It is a game that will ever be remembered for the splendid play of the Academicals, and we earnestly hope the result will be satisfactory to both.	[276, 396, 499, 561]
fixture-group	[513, 161, 735, 189]
announcement-detail: FIR PARK, MOTHERWELL. Kick-off 3.30 p.m.	[68, 1631, 253, 1655]
announcement-home: PARTICK THISTLE	[74, 1437, 247, 1459]
johnnie-walker-ad	[276, 71, 499, 138]
consolation-heading: Consolation Ties.	[1223, 495, 1320, 510]
result-row: 1898—At Glasgow—Scotland won by 4 to 1.	[528, 1551, 720, 1563]
announcement-league: SCOTTISH LEAGUE—FIRST DIVISION. TO-MORROW SATURDAY.	[68, 919, 253, 944]
junior-sub: TEAM v. AYRSHIRE.	[1509, 802, 1604, 814]
